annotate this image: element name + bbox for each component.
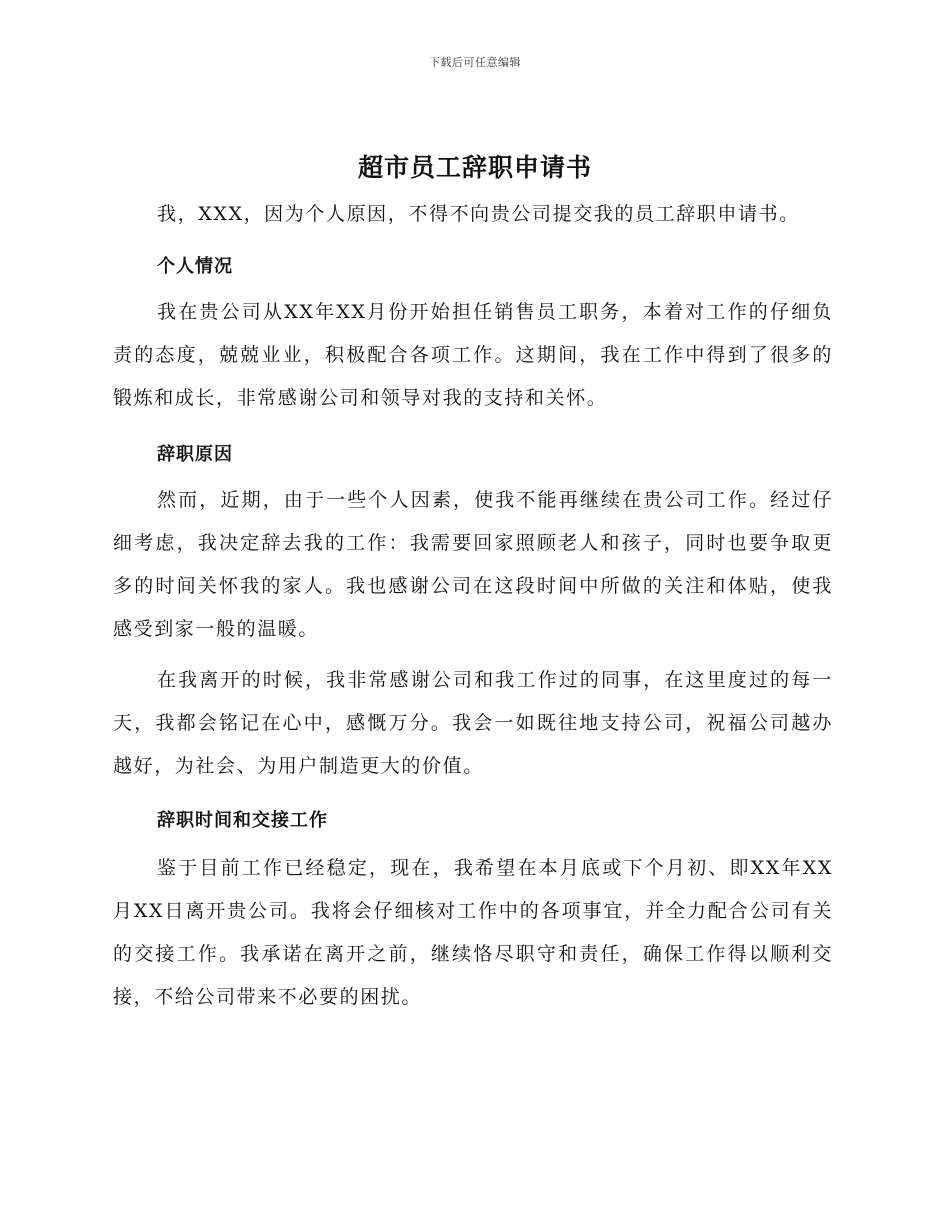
document-title: 超市员工辞职申请书: [357, 153, 592, 182]
paragraph-personal: 我在贵公司从XX年XX月份开始担任销售员工职务，本着对工作的仔细负责的态度，兢兢业业，积极配合各项工作。这期间，我在工作中得到了很多的锻炼和成长，非常感谢公司和领导对我的支持和关怀。: [113, 301, 833, 409]
intro-paragraph: 我，XXX，因为个人原因，不得不向贵公司提交我的员工辞职申请书。: [157, 203, 800, 225]
section-heading-personal: 个人情况: [157, 256, 233, 277]
section-heading-handover: 辞职时间和交接工作: [157, 810, 328, 831]
section-heading-reason: 辞职原因: [157, 444, 233, 465]
paragraph-reason-1: 然而，近期，由于一些个人因素，使我不能再继续在贵公司工作。经过仔细考虑，我决定辞去我的工作：我需要回家照顾老人和孩子，同时也要争取更多的时间关怀我的家人。我也感谢公司在这段时间中所做的关注和体贴，使我感受到家一般的温暖。: [113, 489, 833, 640]
paragraph-reason-2: 在我离开的时候，我非常感谢公司和我工作过的同事，在这里度过的每一天，我都会铭记在心中，感慨万分。我会一如既往地支持公司，祝福公司越办越好，为社会、为用户制造更大的价值。: [113, 669, 833, 777]
paragraph-handover: 鉴于目前工作已经稳定，现在，我希望在本月底或下个月初、即XX年XX月XX日离开贵公司。我将会仔细核对工作中的各项事宜，并全力配合公司有关的交接工作。我承诺在离开之前，继续恪尽职守和责任，确保工作得以顺利交接，不给公司带来不必要的困扰。: [113, 857, 833, 1008]
header-note: 下载后可任意编辑: [429, 56, 521, 69]
